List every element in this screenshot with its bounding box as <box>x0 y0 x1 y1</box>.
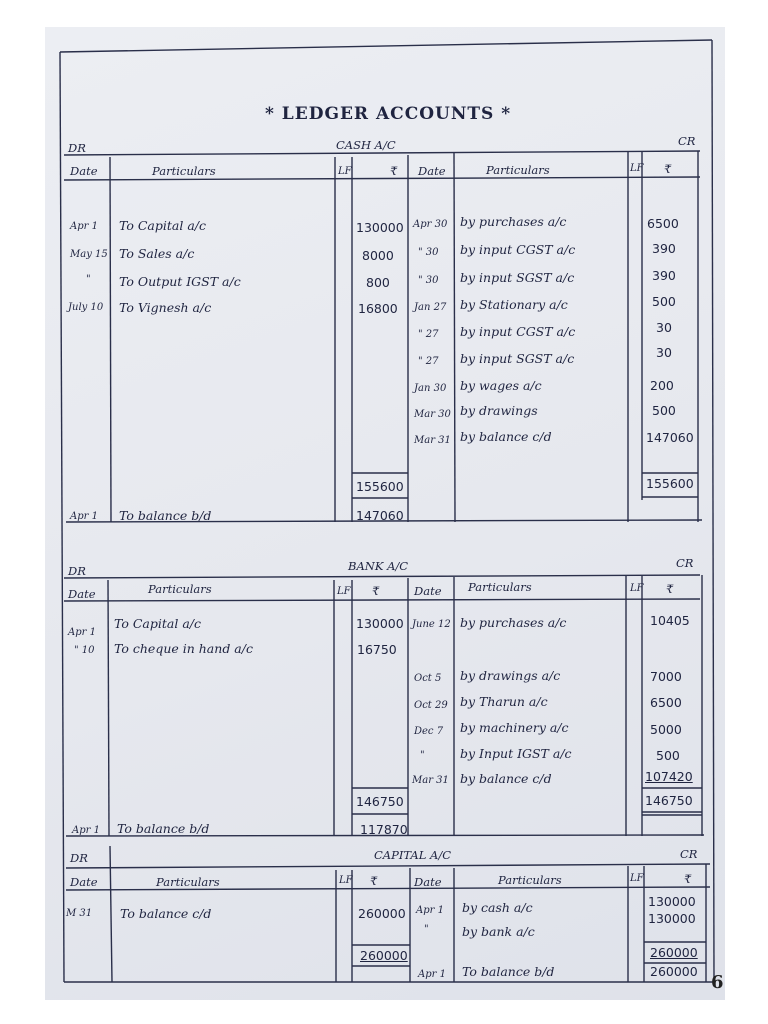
page-number: 6 <box>711 972 724 993</box>
capital-cr-label: CR <box>680 847 698 861</box>
cash-dr-label: DR <box>68 141 86 155</box>
cash-header-lf-dr: LF <box>338 166 352 177</box>
cash-credit-total: 155600 <box>646 476 694 491</box>
cash-header-particulars-cr: Particulars <box>486 163 550 177</box>
bank-credit-total: 146750 <box>645 793 693 808</box>
bank-header-lf-cr: LF <box>630 583 644 594</box>
bank-header-particulars-cr: Particulars <box>468 580 532 594</box>
capital-dr-label: DR <box>70 851 88 865</box>
cash-cr-label: CR <box>678 134 696 148</box>
capital-header-date-cr: Date <box>414 875 442 889</box>
capital-debit-total: 260000 <box>360 948 408 963</box>
capital-header-lf-cr: LF <box>630 873 644 884</box>
cash-header-date-cr: Date <box>418 164 446 178</box>
bank-header-particulars-dr: Particulars <box>148 582 212 596</box>
capital-header-lf-dr: LF <box>339 875 353 886</box>
bank-header-amount-dr: ₹ <box>372 584 380 598</box>
capital-credit-total: 260000 <box>650 945 698 960</box>
cash-account-name: CASH A/C <box>336 138 396 152</box>
bank-account-name: BANK A/C <box>348 559 409 573</box>
cash-header-amount-dr: ₹ <box>390 164 398 178</box>
capital-account-name: CAPITAL A/C <box>374 848 452 862</box>
capital-header-particulars-dr: Particulars <box>156 875 220 889</box>
capital-header-date-dr: Date <box>70 875 98 889</box>
bank-header-date-dr: Date <box>68 587 96 601</box>
capital-header-amount-dr: ₹ <box>370 874 378 888</box>
cash-header-amount-cr: ₹ <box>664 162 672 176</box>
cash-header-date-dr: Date <box>70 164 98 178</box>
page-title: * LEDGER ACCOUNTS * <box>265 104 512 124</box>
bank-cr-label: CR <box>676 556 694 570</box>
bank-header-lf-dr: LF <box>337 586 351 597</box>
bank-dr-label: DR <box>68 564 86 578</box>
cash-header-particulars-dr: Particulars <box>152 164 216 178</box>
capital-header-particulars-cr: Particulars <box>498 873 562 887</box>
cash-header-lf-cr: LF <box>630 163 644 174</box>
bank-header-date-cr: Date <box>414 584 442 598</box>
bank-debit-total: 146750 <box>356 794 404 809</box>
bank-header-amount-cr: ₹ <box>666 582 674 596</box>
cash-debit-total: 155600 <box>356 479 404 494</box>
capital-header-amount-cr: ₹ <box>684 872 692 886</box>
